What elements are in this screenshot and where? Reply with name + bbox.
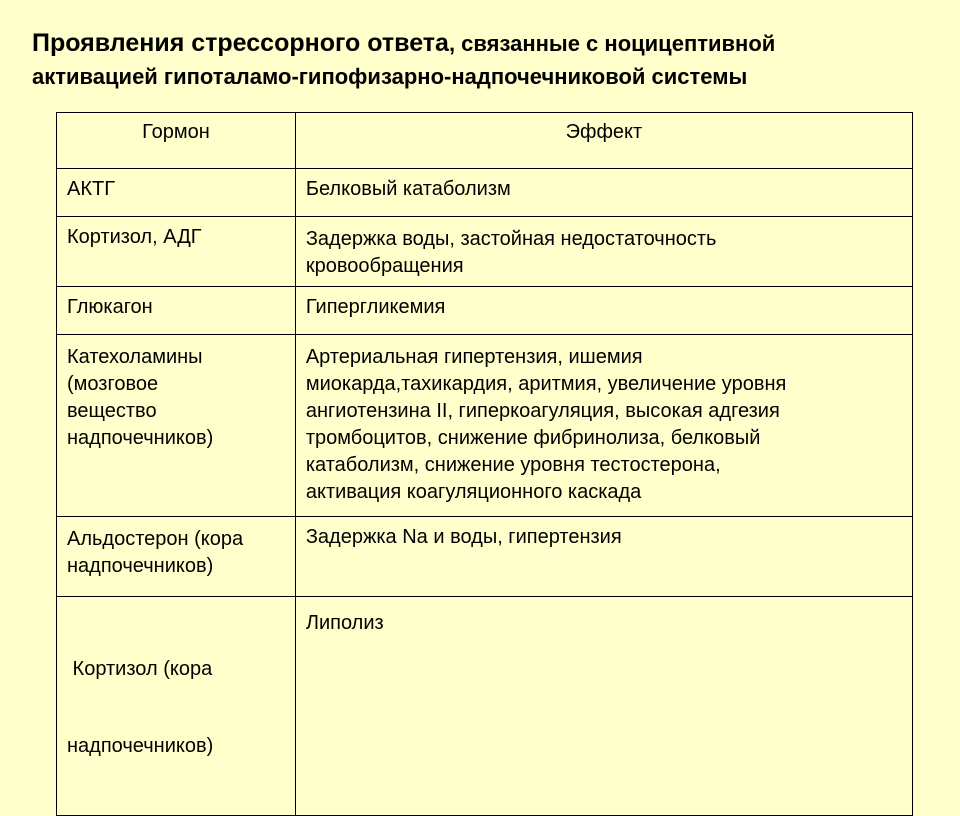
effect-text: Белковый катаболизм [305,178,511,200]
effect-cell [295,597,912,816]
effect-cell [295,335,912,517]
hormone-text: надпочечников) [67,555,214,577]
slide-title-line-1 [32,28,942,58]
effect-text: кровообращения [305,255,464,277]
slide-title [32,28,942,90]
hormone-text: (мозговое [67,373,159,395]
column-header-effect: Эффект [295,113,912,169]
effect-text: Артериальная гипертензия, ишемия [305,346,643,368]
effect-text: активация коагуляционного каскада [305,481,642,503]
table-row [57,287,913,335]
effect-text: Задержка воды, застойная недостаточность [305,228,717,250]
hormone-text: надпочечников) [67,427,214,449]
hormone-text: надпочечников) [67,735,214,757]
hormone-text: Катехоламины [67,346,203,368]
hormone-text: АКТГ [67,178,116,200]
hormone-text: Глюкагон [67,296,153,318]
table-row [57,169,913,217]
effect-cell [295,217,912,287]
column-header-hormone: Гормон [57,113,296,169]
table-row [57,217,913,287]
effect-text: Гипергликемия [305,296,446,318]
hormone-text: Кортизол, АДГ [67,226,202,248]
table-row [57,335,913,517]
hormone-cell [57,597,296,816]
slide-title-main: Проявления стрессорного ответа [32,29,449,57]
effect-text: Задержка Na и воды, гипертензия [305,526,622,548]
effect-text: Липолиз [305,612,384,634]
effect-text: миокарда,тахикардия, аритмия, увеличение уровня [305,373,787,395]
hormone-effects-table [56,112,913,816]
effect-cell [295,169,912,217]
effect-text: ангиотензина II, гиперкоагуляция, высокая адгезия [305,400,780,422]
table-header-row [57,113,913,169]
hormone-cell [57,287,296,335]
hormone-cell [57,335,296,517]
slide-title-line-2: активацией гипоталамо-гипофизарно-надпочечниковой системы [32,64,748,89]
hormone-text: Альдостерон (кора [67,528,244,550]
table-row [57,517,913,597]
hormone-text: Кортизол (кора [67,658,213,680]
effect-text: тромбоцитов, снижение фибринолиза, белковый [305,427,761,449]
effect-cell [295,287,912,335]
effect-cell [295,517,912,597]
table-row [57,597,913,816]
effect-text: катаболизм, снижение уровня тестостерона, [305,454,721,476]
hormone-cell [57,517,296,597]
hormone-cell [57,169,296,217]
hormone-cell [57,217,296,287]
hormone-text: вещество [67,400,157,422]
slide-title-continuation: , связанные с ноцицептивной [448,31,776,56]
